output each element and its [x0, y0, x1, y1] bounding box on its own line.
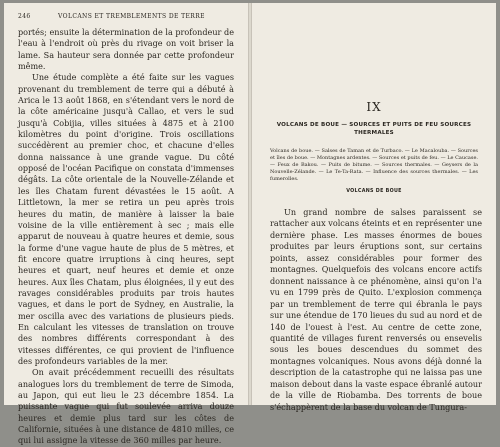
paragraph: portés; ensuite la détermination de la profondeur de l'eau à l'endroit où près du rivage on voit briser la lame. Sa hauteur sera donnée par cette profondeur même.	[18, 27, 234, 72]
left-body-text	[18, 27, 234, 447]
page-number: 246	[18, 13, 31, 20]
chapter-summary: Volcans de boue. — Salses de Taman et de Turbaco. — Le Macalouba. — Sources et îles de boue. — Montagnes ardentes. — Sources et puits de feu. — Le Caucase. — Feux de Bakou. — Puits de bitume. — Sources thermales. — Geysers de la Nouvelle-Zélande. — Le Te-Ta-Rata. — Influence des sources thermales. — Les fumerolles.	[270, 148, 478, 182]
paragraph: On avait précédemment recueilli des résultats analogues lors du tremblement de terre de Simoda, au Japon, qui eut lieu le 23 décembre 1854. La puissante vague qui fut soulevée arriva douze heures et demie plus tard sur les côtes de Californie, situées à une distance de 4810 milles, ce qui lui assigne la vitesse de 360 milles par heure.	[18, 367, 234, 446]
chapter-title: VOLCANS DE BOUE — SOURCES ET PUITS DE FEU SOURCES THERMALES	[276, 122, 472, 136]
paragraph: Une étude complète a été faite sur les vagues provenant du tremblement de terre qui a débuté à Arica le 13 août 1868, en s'étendant vers le nord de la côte américaine jusqu'à Callao, et vers le sud jusqu'à Cobijia, villes situées à 4875 et à 2100 kilomètres du point d'origine. Trois oscillations succédèrent au premier choc, et chacune d'elles donna naissance à une grande vague. Du côté opposé de l'océan Pacifique on constata d'immenses dégâts. La côte orientale de la Nouvelle-Zélande et les îles Chatam furent dévastées le 15 août. A Littletown, la mer se retira un peu après trois heures du matin, de manière à laisser la baie voisine de la ville entièrement à sec ; mais elle apparut de nouveau à quatre heures et demie, sous la forme d'une vague haute de plus de 5 mètres, et fit encore quatre irruptions à cinq heures, sept heures et quart, neuf heures et demie et onze heures. Aux îles Chatam, plus éloignées, il y eut des ravages considérables produits par trois hautes vagues, et dans le port de Sydney, en Australie, la mer oscilla avec des variations de plusieurs pieds. En calculant les vitesses de translation on trouve des nombres différents correspondant à des vitesses différentes, ce qui provient de l'influence des profondeurs variables de la mer.	[18, 72, 234, 366]
book-spread	[4, 3, 496, 446]
running-header	[18, 13, 234, 22]
running-head-title: VOLCANS ET TREMBLEMENTS DE TERRE	[58, 13, 205, 20]
right-body-text	[270, 207, 482, 413]
right-page	[252, 3, 496, 412]
paragraph: Un grand nombre de salses paraissent se rattacher aux volcans éteints et en représenter une dernière phase. Les masses énormes de boues produites par leurs éruptions sont, sur certains points, assez considérables pour former des montagnes. Quelquefois des volcans encore actifs donnent naissance à ce phénomène, ainsi qu'on l'a vu en 1799 près de Quito. L'explosion commença par un tremblement de terre qui ébranla le pays sur une étendue de 170 lieues du sud au nord et de 140 de l'ouest à l'est. Au centre de cette zone, quantité de villages furent renversés ou ensevelis sous les boues descendues du sommet des montagnes volcaniques. Nous avons déjà donné la description de la catastrophe qui ne laissa pas une maison debout dans la vaste espace ébranlé autour de la ville de Riobamba. Des torrents de boue s'échappèrent de la base du volcan de Tungura-	[270, 207, 482, 412]
section-heading: VOLCANS DE BOUE	[346, 189, 402, 194]
chapter-number: IX	[366, 100, 382, 114]
left-page	[4, 3, 248, 446]
